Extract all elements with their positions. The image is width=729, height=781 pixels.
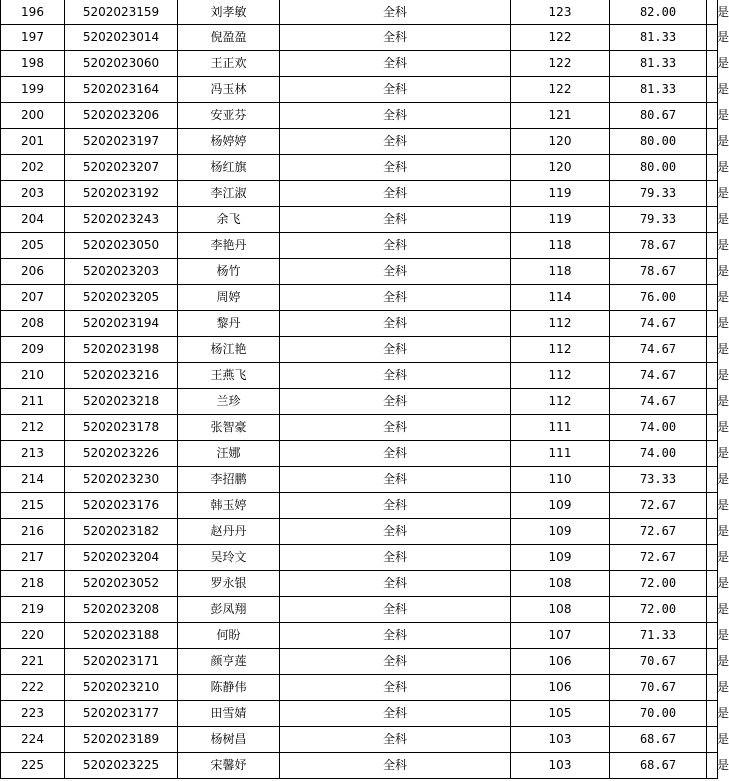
subject-cell: 全科: [280, 233, 511, 259]
converted-score-cell: 81.33: [610, 25, 707, 51]
name-cell: 倪盈盈: [178, 25, 280, 51]
row-number-cell: 223: [1, 701, 65, 727]
candidate-id-cell: 5202023197: [65, 129, 178, 155]
table-row: [1, 311, 718, 337]
name-cell: 何盼: [178, 623, 280, 649]
score-cell: 112: [511, 311, 610, 337]
subject-cell: 全科: [280, 389, 511, 415]
subject-cell: 全科: [280, 415, 511, 441]
subject-cell: 全科: [280, 259, 511, 285]
candidate-id-cell: 5202023207: [65, 155, 178, 181]
row-number-cell: 214: [1, 467, 65, 493]
name-cell: 王燕飞: [178, 363, 280, 389]
name-cell: 杨婷婷: [178, 129, 280, 155]
table-row: [1, 545, 718, 571]
candidate-id-cell: 5202023164: [65, 77, 178, 103]
converted-score-cell: 74.67: [610, 389, 707, 415]
candidate-id-cell: 5202023203: [65, 259, 178, 285]
row-number-cell: 203: [1, 181, 65, 207]
qualified-cell: 是: [707, 519, 718, 545]
score-cell: 120: [511, 129, 610, 155]
candidate-id-cell: 5202023188: [65, 623, 178, 649]
score-table-body: [1, 0, 729, 779]
candidate-id-cell: 5202023218: [65, 389, 178, 415]
converted-score-cell: 81.33: [610, 51, 707, 77]
score-cell: 109: [511, 493, 610, 519]
name-cell: 安亚芬: [178, 103, 280, 129]
table-row: [1, 363, 718, 389]
candidate-id-cell: 5202023182: [65, 519, 178, 545]
subject-cell: 全科: [280, 155, 511, 181]
table-row: [1, 155, 718, 181]
row-number-cell: 219: [1, 597, 65, 623]
score-cell: 109: [511, 545, 610, 571]
candidate-id-cell: 5202023204: [65, 545, 178, 571]
score-cell: 108: [511, 597, 610, 623]
score-cell: 111: [511, 415, 610, 441]
score-cell: 103: [511, 753, 610, 779]
subject-cell: 全科: [280, 701, 511, 727]
candidate-id-cell: 5202023205: [65, 285, 178, 311]
name-cell: 刘孝敏: [178, 0, 280, 25]
row-number-cell: 224: [1, 727, 65, 753]
table-row: [1, 649, 718, 675]
converted-score-cell: 79.33: [610, 181, 707, 207]
score-cell: 111: [511, 441, 610, 467]
row-number-cell: 221: [1, 649, 65, 675]
qualified-cell: 是: [707, 389, 718, 415]
score-cell: 123: [511, 0, 610, 25]
subject-cell: 全科: [280, 753, 511, 779]
score-cell: 103: [511, 727, 610, 753]
candidate-id-cell: 5202023194: [65, 311, 178, 337]
candidate-id-cell: 5202023216: [65, 363, 178, 389]
row-number-cell: 218: [1, 571, 65, 597]
name-cell: 李招鹏: [178, 467, 280, 493]
candidate-id-cell: 5202023189: [65, 727, 178, 753]
converted-score-cell: 78.67: [610, 233, 707, 259]
table-row: [1, 675, 718, 701]
row-number-cell: 209: [1, 337, 65, 363]
qualified-cell: 是: [707, 571, 718, 597]
candidate-id-cell: 5202023210: [65, 675, 178, 701]
subject-cell: 全科: [280, 441, 511, 467]
subject-cell: 全科: [280, 25, 511, 51]
converted-score-cell: 72.67: [610, 519, 707, 545]
name-cell: 冯玉林: [178, 77, 280, 103]
candidate-id-cell: 5202023060: [65, 51, 178, 77]
qualified-cell: 是: [707, 441, 718, 467]
subject-cell: 全科: [280, 493, 511, 519]
score-cell: 112: [511, 363, 610, 389]
table-row: [1, 129, 718, 155]
name-cell: 韩玉婷: [178, 493, 280, 519]
qualified-cell: 是: [707, 597, 718, 623]
candidate-id-cell: 5202023159: [65, 0, 178, 25]
qualified-cell: 是: [707, 701, 718, 727]
qualified-cell: 是: [707, 0, 718, 25]
candidate-id-cell: 5202023198: [65, 337, 178, 363]
row-number-cell: 220: [1, 623, 65, 649]
qualified-cell: 是: [707, 129, 718, 155]
name-cell: 李艳丹: [178, 233, 280, 259]
subject-cell: 全科: [280, 129, 511, 155]
table-row: [1, 389, 718, 415]
subject-cell: 全科: [280, 363, 511, 389]
row-number-cell: 213: [1, 441, 65, 467]
row-number-cell: 222: [1, 675, 65, 701]
table-row: [1, 597, 718, 623]
table-row: [1, 753, 718, 779]
row-number-cell: 216: [1, 519, 65, 545]
name-cell: 兰珍: [178, 389, 280, 415]
qualified-cell: 是: [707, 623, 718, 649]
converted-score-cell: 78.67: [610, 259, 707, 285]
converted-score-cell: 82.00: [610, 0, 707, 25]
table-row: [1, 337, 718, 363]
subject-cell: 全科: [280, 77, 511, 103]
qualified-cell: 是: [707, 311, 718, 337]
qualified-cell: 是: [707, 467, 718, 493]
score-cell: 118: [511, 259, 610, 285]
converted-score-cell: 70.67: [610, 675, 707, 701]
converted-score-cell: 74.67: [610, 337, 707, 363]
qualified-cell: 是: [707, 493, 718, 519]
table-row: [1, 727, 718, 753]
score-cell: 121: [511, 103, 610, 129]
row-number-cell: 196: [1, 0, 65, 25]
converted-score-cell: 68.67: [610, 727, 707, 753]
table-row: [1, 467, 718, 493]
name-cell: 杨江艳: [178, 337, 280, 363]
name-cell: 颜亨莲: [178, 649, 280, 675]
name-cell: 李江淑: [178, 181, 280, 207]
name-cell: 田雪婧: [178, 701, 280, 727]
row-number-cell: 200: [1, 103, 65, 129]
name-cell: 杨竹: [178, 259, 280, 285]
name-cell: 杨树昌: [178, 727, 280, 753]
row-number-cell: 197: [1, 25, 65, 51]
candidate-id-cell: 5202023230: [65, 467, 178, 493]
row-number-cell: 205: [1, 233, 65, 259]
table-row: [1, 623, 718, 649]
name-cell: 余飞: [178, 207, 280, 233]
subject-cell: 全科: [280, 545, 511, 571]
score-cell: 109: [511, 519, 610, 545]
candidate-id-cell: 5202023176: [65, 493, 178, 519]
converted-score-cell: 74.67: [610, 311, 707, 337]
score-cell: 120: [511, 155, 610, 181]
subject-cell: 全科: [280, 207, 511, 233]
table-row: [1, 103, 718, 129]
qualified-cell: 是: [707, 103, 718, 129]
converted-score-cell: 70.00: [610, 701, 707, 727]
qualified-cell: 是: [707, 753, 718, 779]
converted-score-cell: 80.00: [610, 129, 707, 155]
qualified-cell: 是: [707, 259, 718, 285]
row-number-cell: 225: [1, 753, 65, 779]
row-number-cell: 201: [1, 129, 65, 155]
table-row: [1, 493, 718, 519]
score-cell: 119: [511, 207, 610, 233]
subject-cell: 全科: [280, 571, 511, 597]
subject-cell: 全科: [280, 727, 511, 753]
qualified-cell: 是: [707, 155, 718, 181]
candidate-id-cell: 5202023243: [65, 207, 178, 233]
candidate-id-cell: 5202023177: [65, 701, 178, 727]
name-cell: 陈静伟: [178, 675, 280, 701]
qualified-cell: 是: [707, 181, 718, 207]
candidate-id-cell: 5202023225: [65, 753, 178, 779]
qualified-cell: 是: [707, 285, 718, 311]
qualified-cell: 是: [707, 207, 718, 233]
qualified-cell: 是: [707, 727, 718, 753]
converted-score-cell: 80.00: [610, 155, 707, 181]
converted-score-cell: 81.33: [610, 77, 707, 103]
row-number-cell: 206: [1, 259, 65, 285]
score-cell: 122: [511, 51, 610, 77]
candidate-id-cell: 5202023206: [65, 103, 178, 129]
table-row: [1, 285, 718, 311]
score-cell: 108: [511, 571, 610, 597]
table-row: [1, 51, 718, 77]
name-cell: 王正欢: [178, 51, 280, 77]
qualified-cell: 是: [707, 51, 718, 77]
converted-score-cell: 73.33: [610, 467, 707, 493]
converted-score-cell: 72.67: [610, 545, 707, 571]
score-cell: 106: [511, 649, 610, 675]
subject-cell: 全科: [280, 0, 511, 25]
score-cell: 118: [511, 233, 610, 259]
subject-cell: 全科: [280, 103, 511, 129]
converted-score-cell: 76.00: [610, 285, 707, 311]
score-cell: 114: [511, 285, 610, 311]
qualified-cell: 是: [707, 337, 718, 363]
table-row: [1, 0, 718, 25]
score-cell: 107: [511, 623, 610, 649]
qualified-cell: 是: [707, 25, 718, 51]
candidate-id-cell: 5202023178: [65, 415, 178, 441]
row-number-cell: 211: [1, 389, 65, 415]
subject-cell: 全科: [280, 285, 511, 311]
table-row: [1, 25, 718, 51]
table-row: [1, 701, 718, 727]
converted-score-cell: 68.67: [610, 753, 707, 779]
score-cell: 105: [511, 701, 610, 727]
table-row: [1, 233, 718, 259]
score-cell: 106: [511, 675, 610, 701]
score-cell: 112: [511, 389, 610, 415]
row-number-cell: 208: [1, 311, 65, 337]
name-cell: 彭凤翔: [178, 597, 280, 623]
row-number-cell: 215: [1, 493, 65, 519]
subject-cell: 全科: [280, 181, 511, 207]
row-number-cell: 199: [1, 77, 65, 103]
qualified-cell: 是: [707, 675, 718, 701]
candidate-id-cell: 5202023052: [65, 571, 178, 597]
table-row: [1, 571, 718, 597]
qualified-cell: 是: [707, 545, 718, 571]
table-row: [1, 519, 718, 545]
row-number-cell: 210: [1, 363, 65, 389]
table-row: [1, 77, 718, 103]
converted-score-cell: 74.00: [610, 415, 707, 441]
row-number-cell: 204: [1, 207, 65, 233]
converted-score-cell: 80.67: [610, 103, 707, 129]
converted-score-cell: 79.33: [610, 207, 707, 233]
qualified-cell: 是: [707, 233, 718, 259]
row-number-cell: 207: [1, 285, 65, 311]
candidate-id-cell: 5202023171: [65, 649, 178, 675]
converted-score-cell: 72.67: [610, 493, 707, 519]
subject-cell: 全科: [280, 623, 511, 649]
row-number-cell: 212: [1, 415, 65, 441]
score-cell: 122: [511, 77, 610, 103]
converted-score-cell: 74.67: [610, 363, 707, 389]
score-cell: 112: [511, 337, 610, 363]
subject-cell: 全科: [280, 519, 511, 545]
row-number-cell: 198: [1, 51, 65, 77]
table-row: [1, 207, 718, 233]
row-number-cell: 202: [1, 155, 65, 181]
qualified-cell: 是: [707, 363, 718, 389]
subject-cell: 全科: [280, 311, 511, 337]
candidate-id-cell: 5202023050: [65, 233, 178, 259]
subject-cell: 全科: [280, 467, 511, 493]
name-cell: 杨红旗: [178, 155, 280, 181]
converted-score-cell: 71.33: [610, 623, 707, 649]
subject-cell: 全科: [280, 649, 511, 675]
name-cell: 黎丹: [178, 311, 280, 337]
subject-cell: 全科: [280, 597, 511, 623]
row-number-cell: 217: [1, 545, 65, 571]
name-cell: 赵丹丹: [178, 519, 280, 545]
table-row: [1, 441, 718, 467]
name-cell: 吴玲文: [178, 545, 280, 571]
converted-score-cell: 72.00: [610, 597, 707, 623]
subject-cell: 全科: [280, 337, 511, 363]
converted-score-cell: 74.00: [610, 441, 707, 467]
candidate-id-cell: 5202023226: [65, 441, 178, 467]
candidate-id-cell: 5202023208: [65, 597, 178, 623]
name-cell: 张智豪: [178, 415, 280, 441]
table-row: [1, 181, 718, 207]
subject-cell: 全科: [280, 51, 511, 77]
qualified-cell: 是: [707, 415, 718, 441]
name-cell: 汪娜: [178, 441, 280, 467]
score-cell: 110: [511, 467, 610, 493]
candidate-id-cell: 5202023192: [65, 181, 178, 207]
table-row: [1, 415, 718, 441]
name-cell: 罗永银: [178, 571, 280, 597]
score-cell: 119: [511, 181, 610, 207]
converted-score-cell: 70.67: [610, 649, 707, 675]
candidate-id-cell: 5202023014: [65, 25, 178, 51]
subject-cell: 全科: [280, 675, 511, 701]
name-cell: 周婷: [178, 285, 280, 311]
qualified-cell: 是: [707, 649, 718, 675]
name-cell: 宋馨妤: [178, 753, 280, 779]
converted-score-cell: 72.00: [610, 571, 707, 597]
qualified-cell: 是: [707, 77, 718, 103]
score-cell: 122: [511, 25, 610, 51]
table-row: [1, 259, 718, 285]
